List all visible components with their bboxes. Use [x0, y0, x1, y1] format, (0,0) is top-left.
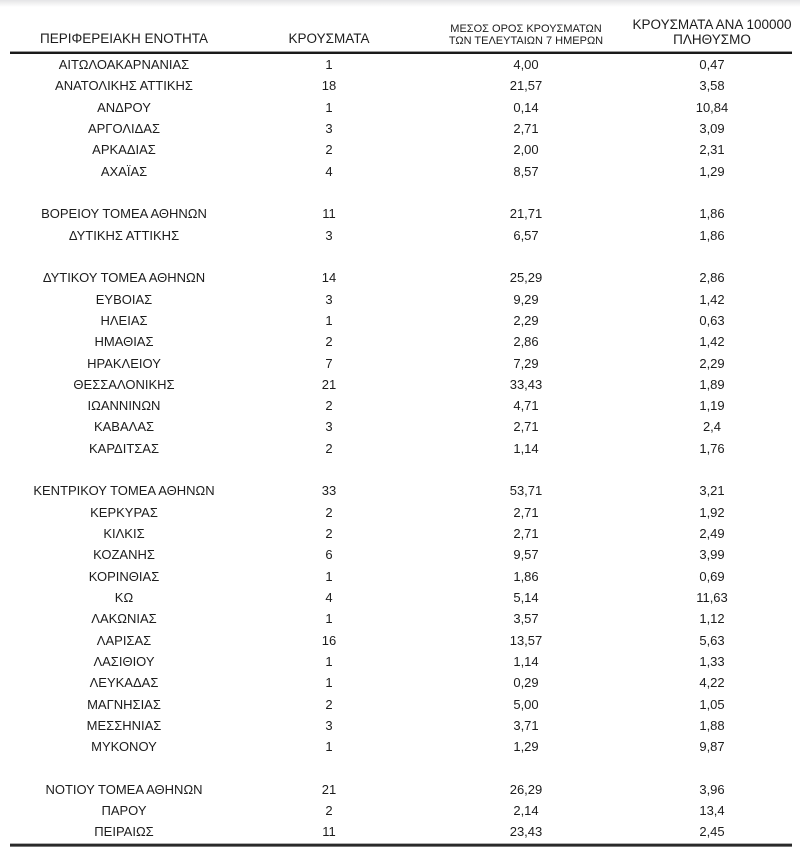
region-cell: ΗΜΑΘΙΑΣ: [94, 334, 154, 350]
per100k-cell: 0,63: [699, 312, 725, 328]
table-row: [10, 139, 792, 160]
avg7-cell: 1,14: [513, 653, 539, 669]
per100k-cell: 11,63: [696, 589, 728, 605]
per100k-cell: 3,99: [699, 547, 725, 563]
region-cell: ΚΑΡΔΙΤΣΑΣ: [88, 440, 160, 456]
avg7-cell: 2,00: [513, 142, 539, 158]
avg7-cell: 2,71: [513, 526, 539, 542]
table-row: [10, 608, 792, 629]
region-cell: ΑΧΑΪΑΣ: [100, 163, 148, 179]
table-row: [10, 118, 792, 139]
region-cell: ΜΥΚΟΝΟΥ: [91, 739, 157, 755]
per100k-cell: 1,12: [699, 611, 725, 627]
per100k-cell: 1,88: [699, 717, 725, 733]
avg7-cell: 26,29: [509, 781, 543, 797]
table-row: [10, 331, 792, 352]
table-spacer-row: [10, 246, 792, 267]
avg7-cell: 2,71: [513, 419, 539, 435]
cases-cell: 2: [325, 526, 333, 542]
region-cell: ΔΥΤΙΚΗΣ ΑΤΤΙΚΗΣ: [68, 227, 180, 243]
per100k-cell: 2,4: [702, 419, 722, 435]
cases-cell: 1: [325, 675, 333, 691]
per100k-cell: 2,31: [699, 142, 725, 158]
avg7-cell: 2,71: [513, 121, 539, 137]
region-cell: ΑΝΑΤΟΛΙΚΗΣ ΑΤΤΙΚΗΣ: [55, 78, 193, 94]
region-cell: ΜΑΓΝΗΣΙΑΣ: [87, 696, 161, 712]
cases-cell: 3: [325, 291, 333, 307]
cases-cell: 11: [322, 824, 336, 840]
cases-cell: 2: [325, 504, 333, 520]
avg7-cell: 2,14: [513, 803, 539, 819]
cases-cell: 2: [325, 334, 333, 350]
region-cell: ΚΑΒΑΛΑΣ: [93, 419, 155, 435]
avg7-cell: 4,00: [513, 57, 539, 73]
avg7-cell: 0,29: [513, 675, 539, 691]
cases-cell: 1: [325, 739, 333, 755]
table-row: [10, 97, 792, 118]
cases-table: [10, 7, 792, 847]
region-cell: ΘΕΣΣΑΛΟΝΙΚΗΣ: [73, 376, 175, 392]
table-spacer-row: [10, 459, 792, 480]
region-cell: ΠΑΡΟΥ: [101, 803, 147, 819]
table-row: [10, 651, 792, 672]
cases-cell: 2: [325, 803, 333, 819]
region-cell: ΛΑΣΙΘΙΟΥ: [93, 653, 155, 669]
region-cell: ΑΡΚΑΔΙΑΣ: [92, 142, 156, 158]
per100k-cell: 3,58: [699, 78, 725, 94]
cases-cell: 2: [325, 398, 333, 414]
cases-cell: 1: [325, 653, 333, 669]
table-row: [10, 374, 792, 395]
region-cell: ΠΕΙΡΑΙΩΣ: [94, 824, 154, 840]
table-body: [10, 54, 792, 843]
region-cell: ΗΡΑΚΛΕΙΟΥ: [87, 355, 161, 371]
avg7-cell: 13,57: [509, 632, 543, 648]
avg7-cell: 2,29: [513, 312, 539, 328]
avg7-cell: 53,71: [509, 483, 543, 499]
avg7-cell: 33,43: [509, 376, 543, 392]
avg7-cell: 6,57: [513, 227, 539, 243]
cases-cell: 3: [325, 419, 333, 435]
column-header-avg7-line1: ΜΕΣΟΣ ΟΡΟΣ ΚΡΟΥΣΜΑΤΩΝ: [450, 22, 602, 35]
table-row: [10, 821, 792, 842]
per100k-cell: 1,29: [699, 163, 725, 179]
cases-cell: 7: [325, 355, 333, 371]
avg7-cell: 0,14: [513, 99, 539, 115]
column-header-per100k: [632, 17, 792, 48]
table-row: [10, 267, 792, 288]
per100k-cell: 9,87: [699, 739, 725, 755]
per100k-cell: 1,89: [699, 376, 725, 392]
per100k-cell: 3,09: [699, 121, 725, 137]
cases-cell: 1: [325, 312, 333, 328]
region-cell: ΛΑΚΩΝΙΑΣ: [91, 611, 157, 627]
per100k-cell: 1,19: [699, 398, 725, 414]
table-row: [10, 693, 792, 714]
table-row: [10, 480, 792, 501]
cases-cell: 1: [325, 57, 333, 73]
cases-cell: 3: [325, 717, 333, 733]
region-cell: ΑΝΔΡΟΥ: [97, 99, 151, 115]
avg7-cell: 25,29: [509, 270, 543, 286]
table-row: [10, 161, 792, 182]
per100k-cell: 3,96: [699, 781, 725, 797]
table-row: [10, 225, 792, 246]
table-header-row: [10, 7, 792, 51]
column-header-per100k-line1: ΚΡΟΥΣΜΑΤΑ ΑΝΑ 100000: [632, 16, 792, 32]
region-cell: ΙΩΑΝΝΙΝΩΝ: [87, 398, 161, 414]
cases-cell: 18: [321, 78, 337, 94]
region-cell: ΚΕΝΤΡΙΚΟΥ ΤΟΜΕΑ ΑΘΗΝΩΝ: [33, 483, 215, 499]
per100k-cell: 1,33: [699, 653, 725, 669]
avg7-cell: 9,29: [513, 291, 539, 307]
region-cell: ΛΑΡΙΣΑΣ: [96, 632, 152, 648]
per100k-cell: 2,29: [699, 355, 725, 371]
avg7-cell: 1,14: [513, 440, 539, 456]
table-row: [10, 54, 792, 75]
table-row: [10, 352, 792, 373]
avg7-cell: 9,57: [513, 547, 539, 563]
column-header-region-label: ΠΕΡΙΦΕΡΕΙΑΚΗ ΕΝΟΤΗΤΑ: [39, 31, 209, 47]
table-row: [10, 75, 792, 96]
table-row: [10, 438, 792, 459]
per100k-cell: 1,86: [699, 227, 725, 243]
table-row: [10, 288, 792, 309]
cases-cell: 4: [325, 589, 333, 605]
per100k-cell: 1,42: [699, 334, 725, 350]
table-row: [10, 502, 792, 523]
table-row: [10, 715, 792, 736]
per100k-cell: 1,42: [699, 291, 725, 307]
table-spacer-row: [10, 757, 792, 778]
table-row: [10, 203, 792, 224]
avg7-cell: 3,71: [513, 717, 539, 733]
region-cell: ΔΥΤΙΚΟΥ ΤΟΜΕΑ ΑΘΗΝΩΝ: [42, 270, 206, 286]
per100k-cell: 1,86: [699, 206, 725, 222]
cases-cell: 6: [325, 547, 333, 563]
cases-cell: 2: [325, 440, 333, 456]
avg7-cell: 2,71: [513, 504, 539, 520]
avg7-cell: 4,71: [513, 398, 539, 414]
table-row: [10, 736, 792, 757]
cases-cell: 4: [325, 163, 333, 179]
cases-cell: 16: [321, 632, 337, 648]
column-header-cases-label: ΚΡΟΥΣΜΑΤΑ: [288, 31, 370, 47]
column-header-cases: [238, 31, 420, 48]
table-row: [10, 544, 792, 565]
cases-cell: 14: [321, 270, 337, 286]
avg7-cell: 5,00: [513, 696, 539, 712]
table-spacer-row: [10, 182, 792, 203]
region-cell: ΚΟΖΑΝΗΣ: [93, 547, 155, 563]
table-row: [10, 310, 792, 331]
cases-cell: 3: [325, 121, 333, 137]
cases-cell: 1: [325, 99, 333, 115]
cases-cell: 1: [325, 611, 333, 627]
cases-cell: 3: [325, 227, 333, 243]
region-cell: ΚΩ: [114, 589, 134, 605]
table-row: [10, 800, 792, 821]
cases-cell: 1: [325, 568, 333, 584]
avg7-cell: 21,71: [509, 206, 543, 222]
per100k-cell: 1,05: [699, 696, 725, 712]
table-row: [10, 395, 792, 416]
region-cell: ΑΡΓΟΛΙΔΑΣ: [87, 121, 161, 137]
avg7-cell: 2,86: [513, 334, 539, 350]
per100k-cell: 4,22: [699, 675, 725, 691]
region-cell: ΜΕΣΣΗΝΙΑΣ: [86, 717, 162, 733]
cases-cell: 11: [322, 206, 336, 222]
region-cell: ΒΟΡΕΙΟΥ ΤΟΜΕΑ ΑΘΗΝΩΝ: [41, 206, 207, 222]
region-cell: ΚΙΛΚΙΣ: [103, 526, 145, 542]
cases-cell: 21: [321, 376, 337, 392]
table-row: [10, 672, 792, 693]
region-cell: ΝΟΤΙΟΥ ΤΟΜΕΑ ΑΘΗΝΩΝ: [45, 781, 203, 797]
table-row: [10, 779, 792, 800]
column-header-region: [10, 31, 238, 48]
region-cell: ΑΙΤΩΛΟΑΚΑΡΝΑΝΙΑΣ: [58, 57, 190, 73]
table-row: [10, 587, 792, 608]
per100k-cell: 10,84: [695, 99, 729, 115]
table-row: [10, 523, 792, 544]
avg7-cell: 21,57: [509, 78, 543, 94]
region-cell: ΚΟΡΙΝΘΙΑΣ: [88, 568, 160, 584]
region-cell: ΕΥΒΟΙΑΣ: [95, 291, 153, 307]
per100k-cell: 5,63: [699, 632, 725, 648]
per100k-cell: 2,49: [699, 526, 725, 542]
avg7-cell: 8,57: [513, 163, 539, 179]
avg7-cell: 3,57: [513, 611, 539, 627]
avg7-cell: 23,43: [509, 824, 543, 840]
per100k-cell: 2,45: [699, 824, 725, 840]
per100k-cell: 3,21: [699, 483, 725, 499]
cases-cell: 2: [325, 142, 333, 158]
table-row: [10, 416, 792, 437]
per100k-cell: 1,92: [699, 504, 725, 520]
region-cell: ΛΕΥΚΑΔΑΣ: [89, 675, 159, 691]
cases-cell: 2: [325, 696, 333, 712]
column-header-avg7: [420, 23, 632, 48]
per100k-cell: 2,86: [699, 270, 725, 286]
per100k-cell: 0,47: [699, 57, 725, 73]
avg7-cell: 5,14: [513, 589, 539, 605]
avg7-cell: 1,29: [513, 739, 539, 755]
table-row: [10, 566, 792, 587]
cases-cell: 21: [321, 781, 337, 797]
top-fade-bar: [0, 0, 800, 7]
region-cell: ΗΛΕΙΑΣ: [100, 312, 148, 328]
per100k-cell: 1,76: [699, 440, 725, 456]
per100k-cell: 0,69: [699, 568, 725, 584]
avg7-cell: 7,29: [513, 355, 539, 371]
column-header-per100k-line2: ΠΛΗΘΥΣΜΟ: [673, 32, 751, 48]
region-cell: ΚΕΡΚΥΡΑΣ: [90, 504, 158, 520]
cases-cell: 33: [321, 483, 337, 499]
avg7-cell: 1,86: [513, 568, 539, 584]
column-header-avg7-line2: ΤΩΝ ΤΕΛΕΥΤΑΙΩΝ 7 ΗΜΕΡΩΝ: [448, 35, 604, 48]
table-row: [10, 629, 792, 650]
table-bottom-rule: [10, 843, 792, 847]
per100k-cell: 13,4: [699, 803, 725, 819]
